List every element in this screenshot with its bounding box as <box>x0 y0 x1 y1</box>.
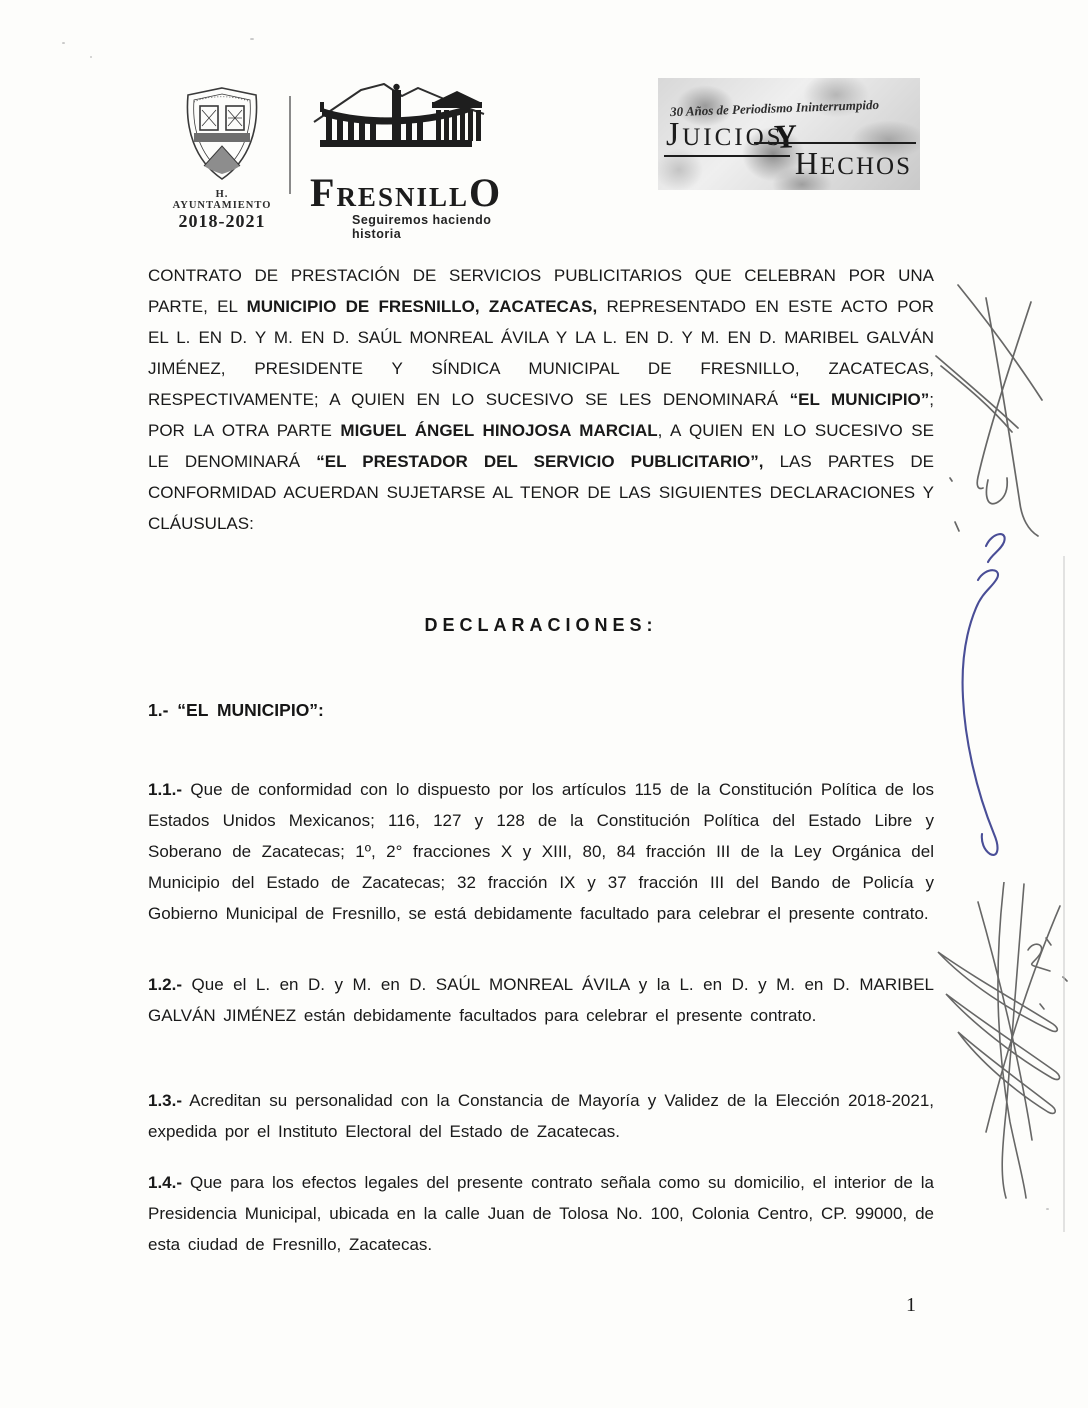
juicios-hechos-badge <box>658 78 920 190</box>
clause-1-4 <box>148 1167 934 1260</box>
fresnillo-tagline: Seguiremos haciendo historia <box>352 213 492 241</box>
crest-years: 2018-2021 <box>178 211 266 231</box>
fresnillo-wordmark: FRESNILLO <box>310 170 503 215</box>
scan-speck <box>62 42 65 44</box>
badge-word-juicios: JUICIOS <box>664 116 790 157</box>
scan-speck <box>90 56 92 58</box>
scan-page-edge <box>1063 556 1065 1232</box>
clause-text: Acreditan su personalidad con la Constancia de Mayoría y Validez de la Elección 2018-2021, expedida por el Instituto Electoral del Estado de Zacatecas. <box>148 1091 934 1141</box>
badge-word-y: Y <box>773 116 798 156</box>
clause-number: 1.4.- <box>148 1173 183 1192</box>
declaraciones-heading: DECLARACIONES: <box>424 615 658 635</box>
clause-number: 1.1.- <box>148 780 183 799</box>
logo-divider <box>289 96 291 194</box>
crest-caption: H. AYUNTAMIENTO <box>172 189 272 211</box>
pencil-scribble-top <box>928 282 1058 537</box>
clause-number: 1.2.- <box>148 975 183 994</box>
clause-1-2 <box>148 969 934 1031</box>
clause-1-3 <box>148 1085 934 1147</box>
shield-icon <box>180 86 264 182</box>
fresnillo-logo <box>306 80 516 241</box>
clause-text: Que de conformidad con lo dispuesto por los artículos 115 de la Constitución Política de los Estados Unidos Mexicanos; 116, 127 y 128 de la Constitución Política del Estado Libre y Soberano de Zacatecas; 1º, 2° fracciones X y XIII, 80, 84 fracción III de la Ley Orgánica del Municipio del Estado de Zacatecas; 32 fracción IX y 37 fracción III del Bando de Policía y Gobierno Municipal de Fresnillo, se está debidamente facultado para celebrar el presente contrato. <box>148 780 934 923</box>
coat-of-arms <box>168 86 276 232</box>
clause-number: 1.3.- <box>148 1091 183 1110</box>
opening-paragraph: CONTRATO DE PRESTACIÓN DE SERVICIOS PUBLICITARIOS QUE CELEBRAN POR UNA PARTE, EL MUNICIPIO DE FRESNILLO, ZACATECAS, REPRESENTADO EN ESTE ACTO POR EL L. EN D. Y M. EN D. SAÚL MONREAL ÁVILA Y LA L. EN D. Y M. EN D. MARIBEL GALVÁN JIMÉNEZ, PRESIDENTE Y SÍNDICA MUNICIPAL DE FRESNILLO, ZACATECAS, RESPECTIVAMENTE; A QUIEN EN LO SUCESIVO SE LES DENOMINARÁ “EL MUNICIPIO”; POR LA OTRA PARTE MIGUEL ÁNGEL HINOJOSA MARCIAL, A QUIEN EN LO SUCESIVO SE LE DENOMINARÁ “EL PRESTADOR DEL SERVICIO PUBLICITARIO”, LAS PARTES DE CONFORMIDAD ACUERDAN SUJETARSE AL TENOR DE LAS SIGUIENTES DECLARACIONES Y CLÁUSULAS: <box>148 266 934 533</box>
clause-text: Que para los efectos legales del presente contrato señala como su domicilio, el interior de la Presidencia Municipal, ubicada en la calle Juan de Tolosa No. 100, Colonia Centro, CP. 99000, de esta ciudad de Fresnillo, Zacatecas. <box>148 1173 934 1254</box>
monument-icon <box>306 80 496 168</box>
clause-1-1 <box>148 774 934 929</box>
section1-heading: 1.- “EL MUNICIPIO”: <box>148 700 324 720</box>
page-number: 1 <box>906 1294 916 1316</box>
badge-word-hechos: HECHOS <box>754 142 916 182</box>
pen-stroke-blue <box>948 528 1068 878</box>
badge-anniversary-line: 30 Años de Periodismo Ininterrumpido <box>669 96 880 120</box>
scan-speck <box>250 38 254 40</box>
scan-speck <box>1046 1208 1049 1210</box>
clause-text: Que el L. en D. y M. en D. SAÚL MONREAL ÁVILA y la L. en D. y M. en D. MARIBEL GALVÁN JIMÉNEZ están debidamente facultados para celebrar el presente contrato. <box>148 975 934 1025</box>
